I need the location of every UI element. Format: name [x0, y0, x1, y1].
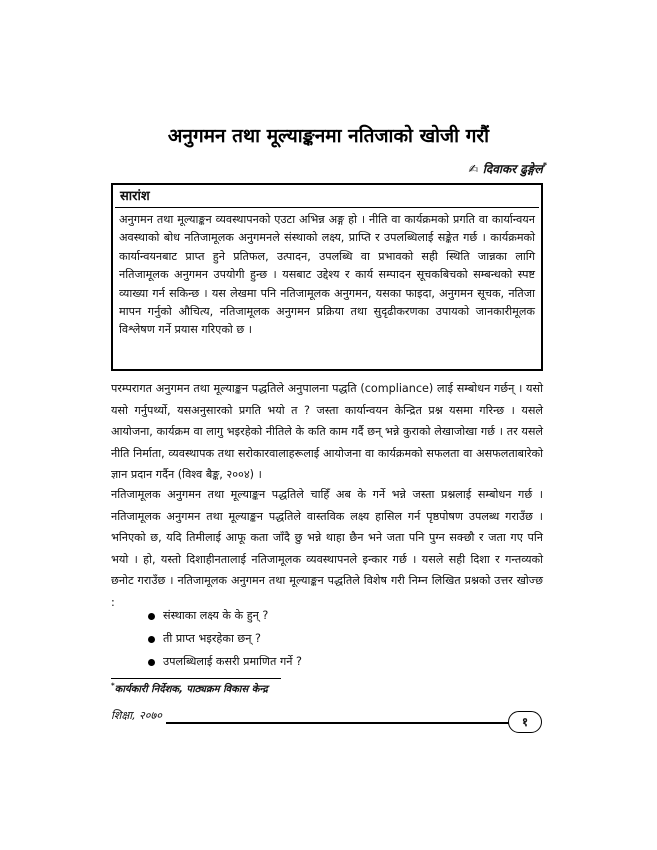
page-number: १ — [508, 711, 542, 733]
pen-icon: ✍ — [468, 162, 483, 176]
abstract-heading: सारांश — [120, 189, 150, 204]
footnote-text: कार्यकारी निर्देशक, पाठ्यक्रम विकास केन्द्र — [114, 684, 268, 695]
abstract-text: अनुगमन तथा मूल्याङ्कन व्यवस्थापनको एउटा अभिन्न अङ्ग हो । नीति वा कार्यक्रमको प्रगति वा कार्यान्वयन अवस्थाको बोध नतिजामूलक अनुगमनले संस्थाको लक्ष्य, प्राप्ति र उपलब्धिलाई सङ्केत गर्छ । कार्यक्रमको कार्यान्वयनबाट प्राप्त हुने प्रतिफल, उत्पादन, उपलब्धि वा प्रभावको सही स्थिति जान्नका लागि नतिजामूलक अनुगमन उपयोगी हुन्छ । यसबाट उद्देश्य र कार्य सम्पादन सूचकबिचको सम्बन्धको स्पष्ट व्याख्या गर्न सकिन्छ । यस लेखमा पनि नतिजामूलक अनुगमन, यसका फाइदा, अनुगमन सूचक, नतिजा मापन गर्नुको औचित्य, नतिजामूलक अनुगमन प्रक्रिया तथा सुदृढीकरणका उपायको जानकारीमूलक विश्लेषण गर्ने प्रयास गरिएको छ । — [119, 213, 535, 337]
list-item-text: ती प्राप्त भइरहेका छन् ? — [163, 632, 261, 645]
body-paragraph-1: परम्परागत अनुगमन तथा मूल्याङ्कन पद्धतिले अनुपालना पद्धति (compliance) लाई सम्बोधन गर्छन् । यसो यसो गर्नुपर्थ्यो, यसअनुसारको प्रगति भयो त ? जस्ता कार्यान्वयन केन्द्रित प्रश्न यसमा गरिन्छ । यसले आयोजना, कार्यक्रम वा लागु भइरहेको नीतिले के कति काम गर्दै छन् भन्ने कुराको लेखाजोखा गर्छ । तर यसले नीति निर्माता, व्यवस्थापक तथा सरोकारवालाहरूलाई आयोजना वा कार्यक्रमको सफलता वा असफलताबारेको ज्ञान प्रदान गर्दैन (विश्व बैङ्क, २००४) । — [111, 382, 543, 482]
footnote-mark: * — [111, 681, 115, 690]
list-item-text: उपलब्धिलाई कसरी प्रमाणित गर्ने ? — [163, 655, 302, 668]
author-byline — [469, 160, 547, 177]
abstract-box — [111, 183, 543, 371]
bullet-icon — [148, 613, 155, 620]
body-paragraph-2: नतिजामूलक अनुगमन तथा मूल्याङ्कन पद्धतिले चाहिँ अब के गर्ने भन्ने जस्ता प्रश्नलाई सम्बोधन गर्छ । नतिजामूलक अनुगमन तथा मूल्याङ्कन पद्धतिले वास्तविक लक्ष्य हासिल गर्न पृष्ठपोषण उपलब्ध गराउँछ । भनिएको छ, यदि तिमीलाई आफू कता जाँदै छु भन्ने थाहा छैन भने जता पनि पुग्न सक्छौ र जता गए पनि भयो । हो, यस्तो दिशाहीनतालाई नतिजामूलक व्यवस्थापनले इन्कार गर्छ । यसले सही दिशा र गन्तव्यको छनोट गराउँछ । नतिजामूलक अनुगमन तथा मूल्याङ्कन पद्धतिले विशेष गरी निम्न लिखित प्रश्नको उत्तर खोज्छ : — [111, 488, 543, 609]
footer-divider — [166, 722, 509, 724]
abstract-divider — [115, 207, 539, 208]
bullet-icon — [148, 636, 155, 643]
article-title: अनुगमन तथा मूल्याङ्कनमा नतिजाको खोजी गरौं — [167, 125, 490, 147]
list-item — [148, 627, 302, 650]
list-item-text: संस्थाका लक्ष्य के के हुन् ? — [163, 609, 269, 622]
footnote-divider — [111, 678, 281, 679]
journal-name: शिक्षा, २०७० — [111, 709, 162, 722]
author-name: दिवाकर ढुङ्गेल — [482, 162, 543, 176]
footnote — [111, 681, 268, 695]
author-footnote-mark: * — [542, 161, 547, 170]
list-item — [148, 650, 302, 673]
list-item — [148, 604, 302, 627]
bullet-icon — [148, 659, 155, 666]
question-list — [148, 604, 302, 673]
